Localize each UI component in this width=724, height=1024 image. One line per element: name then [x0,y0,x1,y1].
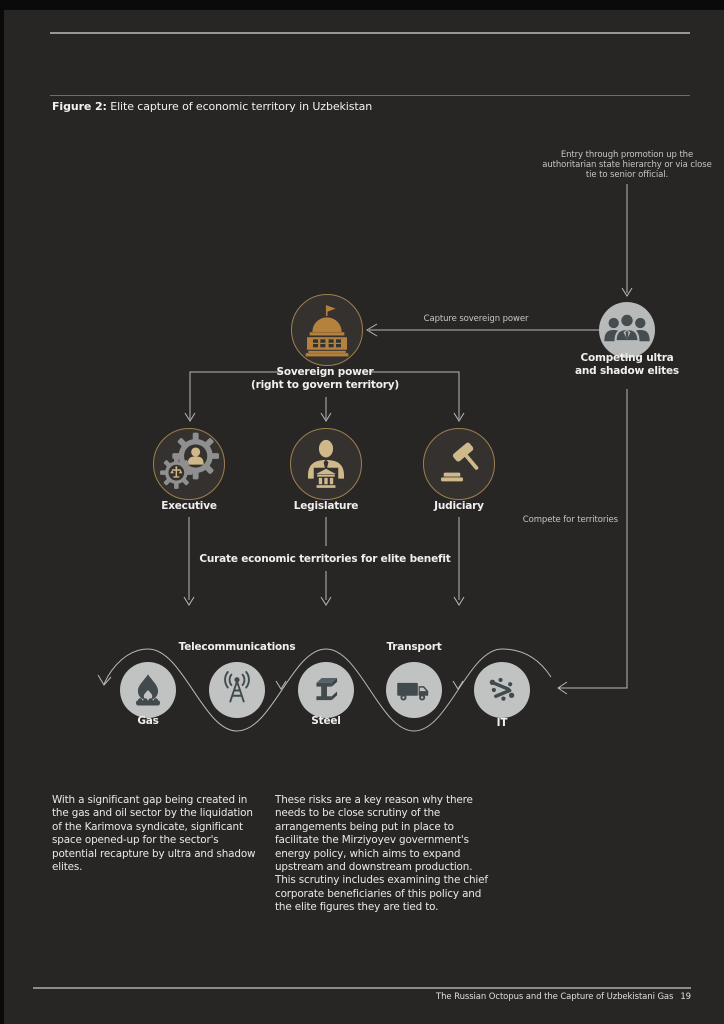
figure-title: Elite capture of economic territory in Uzbekistan [106,100,373,113]
node-transport [386,662,442,718]
footer [33,992,691,1002]
body-paragraph-1: With a significant gap being created in the gas and oil sector by the liquidation of the Karimova syndicate, significant space opened-up for the sector's potential recapture by ultra and shadow elites. [52,794,256,874]
telecommunications-label: Telecommunications [178,641,296,653]
footer-rule [33,987,691,989]
gas-label: Gas [137,715,159,727]
footer-title: The Russian Octopus and the Capture of Uzbekistani Gas [436,992,674,1002]
steel-label: Steel [311,715,341,727]
node-telecommunications [209,662,265,718]
curate-label: Curate economic territories for elite benefit [199,553,451,565]
node-judiciary [423,428,495,500]
figure-label: Figure 2: [52,100,107,113]
elites-label: Competing ultra and shadow elites [575,352,679,377]
node-executive [153,428,225,500]
compete-line [559,389,627,688]
legislature-label: Legislature [293,500,359,512]
people-group-icon [599,302,655,358]
truck-icon [391,667,437,713]
node-competing-elites [599,302,655,358]
page-number: 19 [680,992,691,1002]
antenna-icon [214,667,260,713]
node-legislature [290,428,362,500]
it-label: IT [496,717,508,729]
wave-arrowhead-2 [276,681,286,689]
flame-burner-icon [125,667,171,713]
node-gas [120,662,176,718]
gavel-icon [427,432,491,496]
node-sovereign-power [291,294,363,366]
legislator-building-icon [294,432,358,496]
capture-annotation: Capture sovereign power [423,314,529,324]
gears-person-scales-icon [157,432,221,496]
node-steel [298,662,354,718]
network-nodes-icon [479,667,525,713]
executive-label: Executive [161,500,217,512]
body-paragraph-2: These risks are a key reason why there needs to be close scrutiny of the arrangements being put in place to facilitate the Mirziyoyev government's energy policy, which aims to expand upstream and downstream production. This scrutiny includes examining the chief corporate beneficiaries of this policy and the elite figures they are tied to. [275,794,488,914]
transport-label: Transport [386,641,442,653]
steel-beam-icon [303,667,349,713]
entry-annotation: Entry through promotion up the authoritarian state hierarchy or via close tie to senior official. [542,150,712,180]
compete-annotation: Compete for territories [522,515,618,525]
sovereign-label: Sovereign power (right to govern territory) [251,366,399,391]
node-it [474,662,530,718]
government-building-icon [295,298,359,362]
judiciary-label: Judiciary [434,500,484,512]
